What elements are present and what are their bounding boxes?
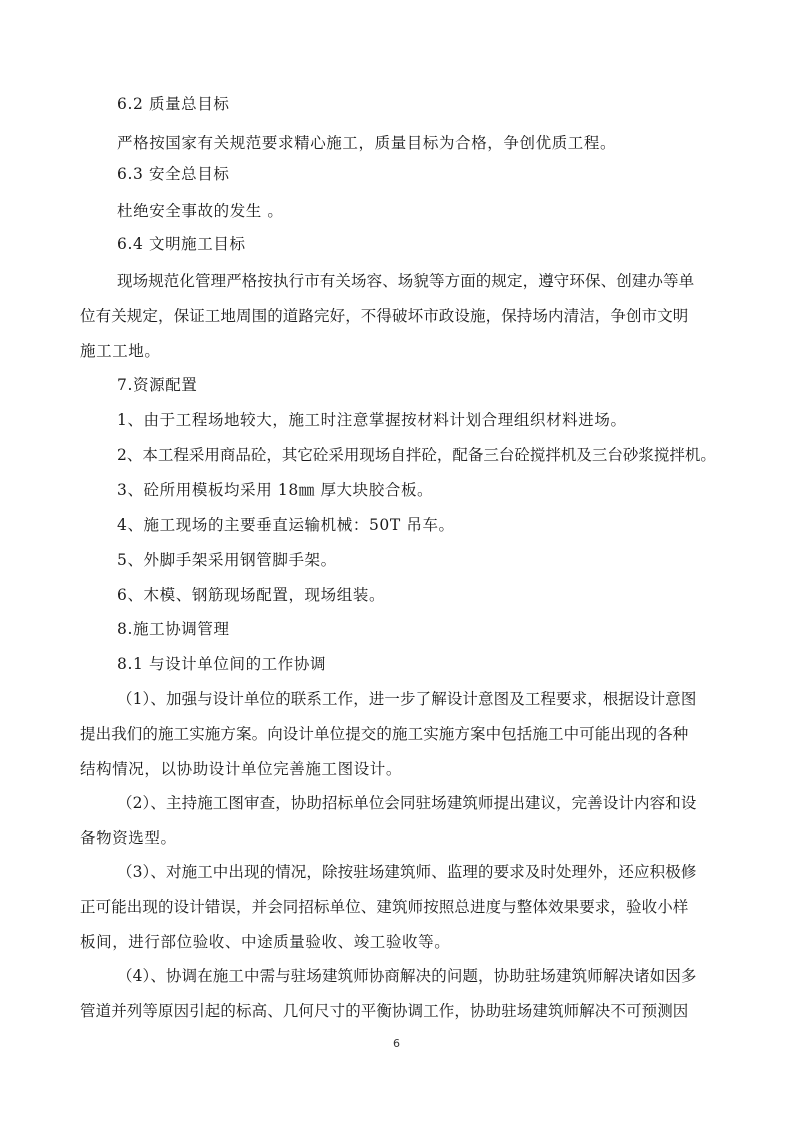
section-8-paragraph-line: 管道并列等原因引起的标高、几何尺寸的平衡协调工作，协助驻场建筑师解决不可预测因 bbox=[80, 1002, 689, 1020]
section-8-1-heading: 8.1 与设计单位间的工作协调 bbox=[117, 655, 327, 673]
section-8-paragraph-line: 正可能出现的设计错误，并会同招标单位、建筑师按照总进度与整体效果要求，验收小样 bbox=[80, 898, 689, 916]
section-7-item: 4、施工现场的主要垂直运输机械：50T 吊车。 bbox=[117, 516, 455, 534]
section-7-item: 1、由于工程场地较大，施工时注意掌握按材料计划合理组织材料进场。 bbox=[117, 411, 627, 429]
section-8-paragraph-line: （2）、主持施工图审查，协助招标单位会同驻场建筑师提出建议，完善设计内容和设 bbox=[117, 794, 697, 812]
section-8-paragraph-line: 备物资选型。 bbox=[80, 829, 177, 847]
section-6-4-body-line: 现场规范化管理严格按执行市有关场容、场貌等方面的规定，遵守环保、创建办等单 bbox=[117, 272, 695, 290]
page-number: 6 bbox=[393, 1037, 400, 1050]
section-7-item: 3、砼所用模板均采用 18㎜ 厚大块胶合板。 bbox=[117, 481, 434, 499]
section-8-paragraph-line: （1）、加强与设计单位的联系工作，进一步了解设计意图及工程要求，根据设计意图 bbox=[117, 690, 697, 708]
section-6-4-body-line: 施工工地。 bbox=[80, 342, 161, 360]
section-8-heading: 8.施工协调管理 bbox=[117, 620, 230, 638]
section-8-paragraph-line: （4）、协调在施工中需与驻场建筑师协商解决的问题，协助驻场建筑师解决诸如因多 bbox=[117, 967, 697, 985]
section-8-paragraph-line: 结构情况，以协助设计单位完善施工图设计。 bbox=[80, 760, 403, 778]
section-7-item: 5、外脚手架采用钢管脚手架。 bbox=[117, 551, 337, 569]
section-6-3-body: 杜绝安全事故的发生 。 bbox=[117, 202, 284, 220]
section-8-paragraph-line: 板间，进行部位验收、中途质量验收、竣工验收等。 bbox=[80, 933, 451, 951]
section-8-paragraph-line: 提出我们的施工实施方案。向设计单位提交的施工实施方案中包括施工中可能出现的各种 bbox=[80, 725, 689, 743]
section-8-paragraph-line: （3）、对施工中出现的情况，除按驻场建筑师、监理的要求及时处理外，还应积极修 bbox=[117, 863, 697, 881]
section-7-item: 6、木模、钢筋现场配置，现场组装。 bbox=[117, 586, 386, 604]
section-7-heading: 7.资源配置 bbox=[117, 376, 198, 394]
section-6-3-heading: 6.3 安全总目标 bbox=[117, 165, 230, 183]
section-6-4-body-line: 位有关规定，保证工地周围的道路完好，不得破坏市政设施，保持场内清洁，争创市文明 bbox=[80, 307, 689, 325]
section-6-2-body: 严格按国家有关规范要求精心施工，质量目标为合格，争创优质工程。 bbox=[117, 134, 617, 152]
section-7-item: 2、本工程采用商品砼，其它砼采用现场自拌砼，配备三台砼搅拌机及三台砂浆搅拌机。 bbox=[117, 446, 716, 464]
section-6-4-heading: 6.4 文明施工目标 bbox=[117, 235, 246, 253]
section-6-2-heading: 6.2 质量总目标 bbox=[117, 95, 230, 113]
